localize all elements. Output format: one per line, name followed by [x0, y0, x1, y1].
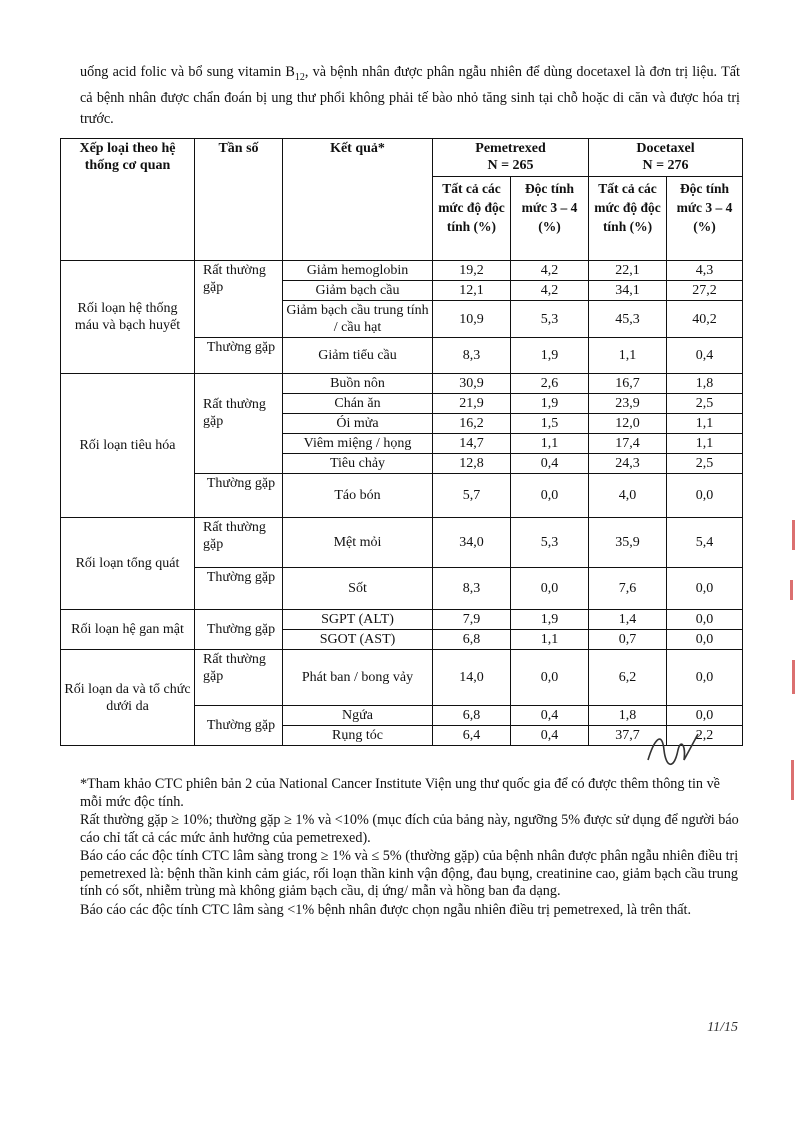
doc-all-cell: 12,0	[589, 414, 667, 434]
header-frequency: Tần số	[195, 139, 283, 261]
pem-34-cell: 1,9	[511, 338, 589, 374]
pem-34-cell: 1,9	[511, 394, 589, 414]
result-cell: SGPT (ALT)	[283, 610, 433, 630]
doc-all-cell: 4,0	[589, 474, 667, 518]
group-liver: Rối loạn hệ gan mật	[61, 610, 195, 650]
pem-34-cell: 0,4	[511, 726, 589, 746]
doc-34-cell: 0,0	[667, 630, 743, 650]
result-cell: Táo bón	[283, 474, 433, 518]
doc-34-cell: 0,0	[667, 568, 743, 610]
footnote-ctc: *Tham khảo CTC phiên bản 2 của National Cancer Institute Viện ung thư quốc gia để có được thêm thông tin về mỗi mức độc tính.	[80, 776, 720, 810]
header-docetaxel	[589, 139, 743, 177]
result-cell: Giảm bạch cầu trung tính / cầu hạt	[283, 301, 433, 338]
pemetrexed-n: N = 265	[487, 158, 534, 173]
result-cell: SGOT (AST)	[283, 630, 433, 650]
result-cell: Sốt	[283, 568, 433, 610]
result-cell: Viêm miệng / họng	[283, 434, 433, 454]
doc-all-cell: 34,1	[589, 281, 667, 301]
pem-all-cell: 14,0	[433, 650, 511, 706]
adverse-events-table	[60, 138, 743, 746]
pem-all-cell: 6,4	[433, 726, 511, 746]
table-header-row	[61, 139, 743, 177]
footnote-common-toxicities: Báo cáo các độc tính CTC lâm sàng trong ≥ 1% và ≤ 5% (thường gặp) của bệnh nhân được phân ngẫu nhiên điều trị pemetrexed là: bệnh thần kinh cảm giác, rối loạn thần kinh vận động, đau bụng, creatinine cao, giảm bạch cầu trung tính có sốt, nhiễm trùng mà không giảm bạch cầu, dị ứng/ mẫn và hồng ban đa dạng.	[80, 848, 739, 899]
result-cell: Giảm hemoglobin	[283, 261, 433, 281]
freq-common: Thường gặp	[195, 706, 283, 746]
doc-all-cell: 24,3	[589, 454, 667, 474]
pem-34-cell: 1,5	[511, 414, 589, 434]
docetaxel-label: Docetaxel	[636, 141, 695, 156]
table-row	[61, 261, 743, 281]
table-row	[61, 610, 743, 630]
pem-34-cell: 2,6	[511, 374, 589, 394]
group-blood: Rối loạn hệ thống máu và bạch huyết	[61, 261, 195, 374]
pem-all-cell: 14,7	[433, 434, 511, 454]
doc-34-cell: 2,5	[667, 394, 743, 414]
pem-all-cell: 8,3	[433, 338, 511, 374]
group-general: Rối loạn tổng quát	[61, 518, 195, 610]
result-cell: Ói mửa	[283, 414, 433, 434]
freq-very-common: Rất thường gặp	[195, 518, 283, 568]
result-cell: Buồn nôn	[283, 374, 433, 394]
intro-text-1: uống acid folic và bổ sung vitamin B	[80, 64, 295, 80]
footnotes	[80, 776, 742, 920]
scan-artifact-mark	[792, 660, 795, 694]
doc-all-cell: 23,9	[589, 394, 667, 414]
doc-34-cell: 1,1	[667, 434, 743, 454]
pem-grade34-header: Độc tính mức 3 – 4 (%)	[511, 177, 589, 261]
doc-all-cell: 6,2	[589, 650, 667, 706]
pem-all-cell: 6,8	[433, 706, 511, 726]
footnote-frequency: Rất thường gặp ≥ 10%; thường gặp ≥ 1% và <10% (mục đích của bảng này, ngưỡng 5% được sử dụng để người báo cáo chỉ tất cả các mức ảnh hưởng của pemetrexed).	[80, 812, 739, 846]
page-number: 11/15	[707, 1020, 738, 1035]
pem-34-cell: 4,2	[511, 281, 589, 301]
doc-all-cell: 0,7	[589, 630, 667, 650]
doc-34-cell: 1,1	[667, 414, 743, 434]
pem-34-cell: 0,4	[511, 454, 589, 474]
scan-artifact-mark	[791, 760, 794, 800]
pem-all-cell: 16,2	[433, 414, 511, 434]
pem-34-cell: 0,0	[511, 650, 589, 706]
pem-all-cell: 7,9	[433, 610, 511, 630]
header-organ-class: Xếp loại theo hệ thống cơ quan	[61, 139, 195, 261]
pem-all-cell: 5,7	[433, 474, 511, 518]
doc-all-cell: 16,7	[589, 374, 667, 394]
doc-all-cell: 1,4	[589, 610, 667, 630]
doc-all-cell: 22,1	[589, 261, 667, 281]
pem-all-cell: 21,9	[433, 394, 511, 414]
pem-all-cell: 30,9	[433, 374, 511, 394]
scan-artifact-mark	[792, 520, 795, 550]
scan-artifact-mark	[790, 580, 793, 600]
doc-all-cell: 1,8	[589, 706, 667, 726]
pem-34-cell: 0,4	[511, 706, 589, 726]
table-row	[61, 650, 743, 706]
pem-all-cell: 10,9	[433, 301, 511, 338]
result-cell: Giảm tiểu cầu	[283, 338, 433, 374]
doc-all-cell: 7,6	[589, 568, 667, 610]
doc-34-cell: 27,2	[667, 281, 743, 301]
pem-all-cell: 12,1	[433, 281, 511, 301]
result-cell: Tiêu chảy	[283, 454, 433, 474]
doc-34-cell: 1,8	[667, 374, 743, 394]
doc-all-cell: 45,3	[589, 301, 667, 338]
doc-34-cell: 0,0	[667, 474, 743, 518]
doc-34-cell: 0,0	[667, 650, 743, 706]
pem-34-cell: 5,3	[511, 301, 589, 338]
pemetrexed-label: Pemetrexed	[475, 141, 546, 156]
doc-all-cell: 1,1	[589, 338, 667, 374]
result-cell: Chán ăn	[283, 394, 433, 414]
pem-34-cell: 1,9	[511, 610, 589, 630]
group-gi: Rối loạn tiêu hóa	[61, 374, 195, 518]
doc-all-cell: 35,9	[589, 518, 667, 568]
pem-34-cell: 1,1	[511, 434, 589, 454]
result-cell: Rụng tóc	[283, 726, 433, 746]
group-skin: Rối loạn da và tổ chức dưới da	[61, 650, 195, 746]
pem-all-cell: 19,2	[433, 261, 511, 281]
result-cell: Mệt mỏi	[283, 518, 433, 568]
pem-34-cell: 0,0	[511, 474, 589, 518]
freq-common: Thường gặp	[195, 568, 283, 610]
pem-all-cell: 34,0	[433, 518, 511, 568]
doc-34-cell: 40,2	[667, 301, 743, 338]
doc-34-cell: 0,0	[667, 610, 743, 630]
doc-grade34-header: Độc tính mức 3 – 4 (%)	[667, 177, 743, 261]
doc-34-cell: 0,0	[667, 706, 743, 726]
pem-all-grades-header: Tất cả các mức độ độc tính (%)	[433, 177, 511, 261]
footnote-rare-toxicities: Báo cáo các độc tính CTC lâm sàng <1% bệnh nhân được chọn ngẫu nhiên điều trị pemetrexed, là trên thất.	[80, 901, 691, 918]
pem-34-cell: 4,2	[511, 261, 589, 281]
table-row	[61, 518, 743, 568]
pem-34-cell: 5,3	[511, 518, 589, 568]
result-cell: Giảm bạch cầu	[283, 281, 433, 301]
pem-34-cell: 1,1	[511, 630, 589, 650]
doc-all-grades-header: Tất cả các mức độ độc tính (%)	[589, 177, 667, 261]
freq-very-common: Rất thường gặp	[195, 650, 283, 706]
pem-all-cell: 12,8	[433, 454, 511, 474]
freq-common: Thường gặp	[195, 474, 283, 518]
pem-34-cell: 0,0	[511, 568, 589, 610]
freq-common: Thường gặp	[195, 338, 283, 374]
doc-all-cell: 17,4	[589, 434, 667, 454]
pem-all-cell: 8,3	[433, 568, 511, 610]
header-result: Kết quả*	[283, 139, 433, 261]
doc-34-cell: 2,5	[667, 454, 743, 474]
doc-all-cell: 37,7	[589, 726, 667, 746]
freq-very-common: Rất thường gặp	[195, 374, 283, 474]
doc-34-cell: 0,4	[667, 338, 743, 374]
intro-paragraph	[80, 62, 740, 129]
docetaxel-n: N = 276	[642, 158, 689, 173]
doc-34-cell: 5,4	[667, 518, 743, 568]
header-pemetrexed	[433, 139, 589, 177]
result-cell: Phát ban / bong vảy	[283, 650, 433, 706]
pem-all-cell: 6,8	[433, 630, 511, 650]
handwritten-signature	[640, 720, 720, 780]
doc-34-cell: 2,2	[667, 726, 743, 746]
doc-34-cell: 4,3	[667, 261, 743, 281]
table-row	[61, 374, 743, 394]
freq-common: Thường gặp	[195, 610, 283, 650]
intro-text-2: , và bệnh nhân được phân ngẫu nhiên để dùng docetaxel là đơn trị liệu. Tất cả bệnh nhân được chẩn đoán bị ung thư phổi không phải tế bào nhỏ tăng sinh tại chỗ hoặc di căn và được hóa trị trước.	[80, 64, 740, 127]
result-cell: Ngứa	[283, 706, 433, 726]
intro-subscript: 12	[294, 71, 305, 83]
freq-very-common: Rất thường gặp	[195, 261, 283, 338]
